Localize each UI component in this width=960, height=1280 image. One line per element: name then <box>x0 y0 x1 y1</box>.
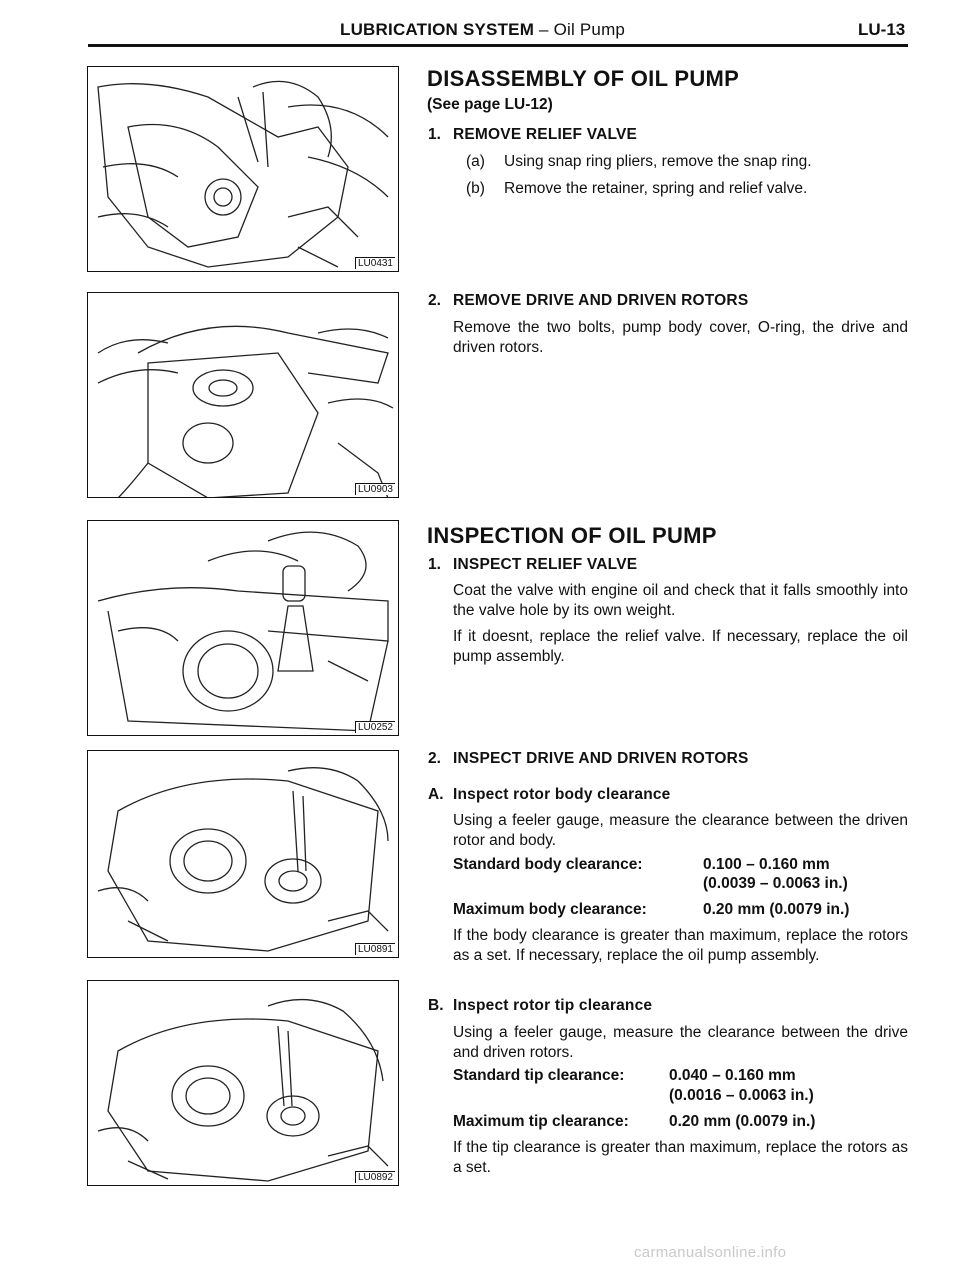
substep-label: (a) <box>466 153 485 170</box>
spec-label: Standard tip clearance: <box>453 1067 625 1084</box>
step-text: Remove the two bolts, pump body cover, O-ring, the drive and driven rotors. <box>453 319 908 356</box>
step-number: 2. <box>428 750 441 767</box>
substep-text: Using a feeler gauge, measure the clearance between the drive and driven rotors. <box>453 1024 908 1061</box>
substep-title: Inspect rotor tip clearance <box>453 997 653 1014</box>
figure-code: LU0252 <box>355 721 395 733</box>
figure-4 <box>87 750 399 958</box>
step-number: 1. <box>428 556 441 573</box>
figure-code: LU0892 <box>355 1171 395 1183</box>
figure-3 <box>87 520 399 736</box>
step-text: Coat the valve with engine oil and check that it falls smoothly into the valve hole by its own weight. <box>453 582 908 619</box>
figure-1 <box>87 66 399 272</box>
subsection-title: – Oil Pump <box>539 20 626 39</box>
spec-label: Maximum body clearance: <box>453 901 647 918</box>
figure-2 <box>87 292 399 498</box>
figure-code: LU0903 <box>355 483 395 495</box>
snap-ring-pliers-icon <box>88 67 399 272</box>
page-header-title <box>340 20 625 40</box>
substep-text: Using a feeler gauge, measure the clearance between the driven rotor and body. <box>453 812 908 849</box>
disassembly-heading: DISASSEMBLY OF OIL PUMP <box>427 66 740 91</box>
step-number: 1. <box>428 126 441 143</box>
figure-code: LU0431 <box>355 257 395 269</box>
relief-valve-icon <box>88 521 399 736</box>
substep-note: If the tip clearance is greater than maximum, replace the rotors as a set. <box>453 1139 908 1176</box>
spec-value: 0.20 mm (0.0079 in.) <box>703 901 850 918</box>
substep-title: Inspect rotor body clearance <box>453 786 671 803</box>
spec-value: 0.100 – 0.160 mm <box>703 856 830 873</box>
step-text: If it doesnt, replace the relief valve. If necessary, replace the oil pump assembly. <box>453 628 908 665</box>
spec-value-inch: (0.0016 – 0.0063 in.) <box>669 1087 814 1104</box>
substep-label: A. <box>428 786 444 803</box>
spec-value: 0.040 – 0.160 mm <box>669 1067 796 1084</box>
spec-value: 0.20 mm (0.0079 in.) <box>669 1113 816 1130</box>
substep-label: (b) <box>466 180 485 197</box>
step-title: INSPECT DRIVE AND DRIVEN ROTORS <box>453 750 749 767</box>
substep-text: Using snap ring pliers, remove the snap ring. <box>504 153 812 170</box>
watermark: carmanualsonline.info <box>634 1244 787 1261</box>
feeler-gauge-body-icon <box>88 751 399 958</box>
figure-5 <box>87 980 399 1186</box>
rotor-removal-icon <box>88 293 399 498</box>
substep-text: Remove the retainer, spring and relief valve. <box>504 180 808 197</box>
step-title: REMOVE RELIEF VALVE <box>453 126 638 143</box>
step-title: INSPECT RELIEF VALVE <box>453 556 638 573</box>
step-number: 2. <box>428 292 441 309</box>
spec-value-inch: (0.0039 – 0.0063 in.) <box>703 875 848 892</box>
header-divider <box>88 44 908 47</box>
substep-label: B. <box>428 997 444 1014</box>
feeler-gauge-tip-icon <box>88 981 399 1186</box>
page-reference: (See page LU-12) <box>427 96 553 113</box>
step-title: REMOVE DRIVE AND DRIVEN ROTORS <box>453 292 749 309</box>
inspection-heading: INSPECTION OF OIL PUMP <box>427 523 717 548</box>
section-title: LUBRICATION SYSTEM <box>340 20 535 39</box>
spec-label: Standard body clearance: <box>453 856 643 873</box>
substep-note: If the body clearance is greater than maximum, replace the rotors as a set. If necessary, replace the oil pump assembly. <box>453 927 908 964</box>
spec-label: Maximum tip clearance: <box>453 1113 629 1130</box>
page-number: LU-13 <box>858 20 906 39</box>
figure-code: LU0891 <box>355 943 395 955</box>
